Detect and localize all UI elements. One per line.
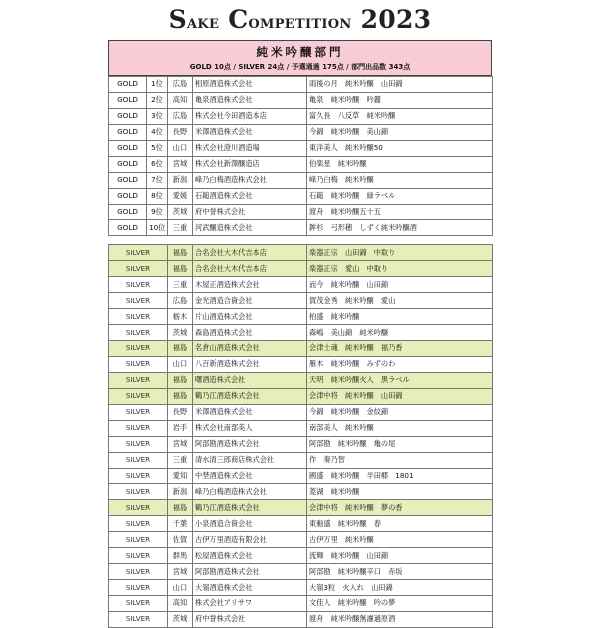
gold-row [109,140,493,156]
sake-name-cell: 渡舟 純米吟醸五十五 [307,204,493,220]
gold-row [109,204,493,220]
prefecture-cell: 岩手 [168,420,193,436]
sake-name-cell: 國盛 純米吟醸 半田郷 1801 [307,468,493,484]
brewery-cell: 株式会社今田酒造本店 [193,108,307,124]
gold-row [109,188,493,204]
brewery-cell: 合名会社大木代吉本店 [193,245,307,261]
sake-name-cell: 石鎚 純米吟醸 緑ラベル [307,188,493,204]
brewery-cell: 曙酒造株式会社 [193,372,307,388]
silver-row [109,452,493,468]
brewery-cell: 大嶺酒造株式会社 [193,580,307,596]
silver-row [109,580,493,596]
prefecture-cell: 群馬 [168,548,193,564]
award-cell: SILVER [109,564,168,580]
prefecture-cell: 福島 [168,261,193,277]
brewery-cell: 株式会社澄川酒造場 [193,140,307,156]
silver-row [109,532,493,548]
sake-name-cell: 南部美人 純米吟醸 [307,420,493,436]
title-initial-s: S [168,5,187,34]
rank-cell: 9位 [147,204,168,220]
brewery-cell: 府中誉株式会社 [193,611,307,627]
award-cell: SILVER [109,341,168,357]
prefecture-cell: 山口 [168,356,193,372]
silver-row-highlighted [109,500,493,516]
sake-name-cell: 東洋美人 純米吟醸50 [307,140,493,156]
prefecture-cell: 茨城 [168,325,193,341]
gold-row [109,172,493,188]
rank-cell: 5位 [147,140,168,156]
prefecture-cell: 宮城 [168,436,193,452]
award-cell: SILVER [109,452,168,468]
brewery-cell: 小泉酒造合資会社 [193,516,307,532]
silver-row [109,293,493,309]
page-title [0,2,600,38]
sake-name-cell: 鉾杉 弓形穂 しずく純米吟醸酒 [307,220,493,236]
sake-name-cell: 今錦 純米吟醸 美山錦 [307,124,493,140]
award-cell: SILVER [109,484,168,500]
brewery-cell: 株式会社新澤醸造店 [193,156,307,172]
gap-row [109,236,493,245]
gold-row [109,124,493,140]
award-cell: SILVER [109,372,168,388]
sake-name-cell: 而今 純米吟醸 山田錦 [307,277,493,293]
brewery-cell: 合名会社大木代吉本店 [193,261,307,277]
brewery-cell: 鶴乃江酒造株式会社 [193,388,307,404]
silver-row [109,325,493,341]
prefecture-cell: 福島 [168,341,193,357]
award-cell: GOLD [109,204,147,220]
prefecture-cell: 山口 [168,580,193,596]
gold-row [109,156,493,172]
award-cell: SILVER [109,611,168,627]
title-ake: ake [187,11,220,33]
sake-name-cell: 柏盛 純米吟醸 [307,309,493,325]
silver-row-highlighted [109,245,493,261]
prefecture-cell: 高知 [168,596,193,612]
brewery-cell: 石鎚酒造株式会社 [193,188,307,204]
sake-name-cell: 天明 純米吟醸火入 黒ラベル [307,372,493,388]
gold-rows [109,77,493,236]
prefecture-cell: 栃木 [168,309,193,325]
silver-row [109,420,493,436]
prefecture-cell: 愛知 [168,468,193,484]
prefecture-cell: 長野 [168,404,193,420]
brewery-cell: 八百新酒造株式会社 [193,356,307,372]
award-cell: SILVER [109,245,168,261]
brewery-cell: 金光酒造合資会社 [193,293,307,309]
sake-name-cell: 阿部勘 純米吟醸辛口 赤坂 [307,564,493,580]
prefecture-cell: 福島 [168,245,193,261]
results-table-wrapper [108,40,492,628]
sake-name-cell: 雨後の月 純米吟醸 山田錦 [307,77,493,93]
award-cell: GOLD [109,108,147,124]
sake-name-cell: 峰乃白梅 純米吟醸 [307,172,493,188]
sake-name-cell: 渡舟 純米吟醸無濾過原酒 [307,611,493,627]
division-header [108,40,492,76]
brewery-cell: 株式会社アリサワ [193,596,307,612]
award-cell: SILVER [109,596,168,612]
prefecture-cell: 新潟 [168,484,193,500]
award-cell: SILVER [109,420,168,436]
prefecture-cell: 福島 [168,372,193,388]
brewery-cell: 河武醸造株式会社 [193,220,307,236]
silver-row [109,277,493,293]
award-cell: SILVER [109,261,168,277]
award-cell: GOLD [109,124,147,140]
brewery-cell: 米澤酒造株式会社 [193,404,307,420]
silver-row [109,596,493,612]
award-cell: GOLD [109,156,147,172]
award-cell: GOLD [109,188,147,204]
silver-row [109,309,493,325]
brewery-cell: 峰乃白梅酒造株式会社 [193,172,307,188]
award-cell: GOLD [109,77,147,93]
sake-name-cell: 東魁盛 純米吟醸 春 [307,516,493,532]
prefecture-cell: 福島 [168,388,193,404]
gold-row [109,77,493,93]
silver-row-highlighted [109,388,493,404]
brewery-cell: 松屋酒造株式会社 [193,548,307,564]
silver-row-highlighted [109,372,493,388]
prefecture-cell: 三重 [168,220,193,236]
prefecture-cell: 広島 [168,293,193,309]
sake-name-cell: 文佳人 純米吟醸 吟の夢 [307,596,493,612]
silver-row [109,404,493,420]
silver-rows [109,245,493,628]
sake-name-cell: 楽器正宗 愛山 中取り [307,261,493,277]
brewery-cell: 古伊万里酒造有限会社 [193,532,307,548]
sake-name-cell: 亀泉 純米吟醸 吟麗 [307,92,493,108]
sake-name-cell: 雁木 純米吟醸 みずのわ [307,356,493,372]
prefecture-cell: 三重 [168,452,193,468]
rank-cell: 6位 [147,156,168,172]
brewery-cell: 片山酒造株式会社 [193,309,307,325]
brewery-cell: 森島酒造株式会社 [193,325,307,341]
award-cell: SILVER [109,468,168,484]
rank-cell: 10位 [147,220,168,236]
sake-name-cell: 会津中将 純米吟醸 山田錦 [307,388,493,404]
results-table [108,76,493,628]
brewery-cell: 木屋正酒造株式会社 [193,277,307,293]
brewery-cell: 米澤酒造株式会社 [193,124,307,140]
silver-row [109,436,493,452]
silver-row [109,564,493,580]
award-cell: SILVER [109,580,168,596]
rank-cell: 1位 [147,77,168,93]
award-cell: GOLD [109,140,147,156]
award-cell: SILVER [109,356,168,372]
award-cell: SILVER [109,532,168,548]
sake-name-cell: 富久長 八反草 純米吟醸 [307,108,493,124]
prefecture-cell: 山口 [168,140,193,156]
prefecture-cell: 茨城 [168,611,193,627]
sake-name-cell: 大嶺3粒 火入れ 山田錦 [307,580,493,596]
brewery-cell: 清水清三郎商店株式会社 [193,452,307,468]
brewery-cell: 阿部勘酒造株式会社 [193,564,307,580]
rank-cell: 4位 [147,124,168,140]
brewery-cell: 名倉山酒造株式会社 [193,341,307,357]
award-cell: SILVER [109,436,168,452]
prefecture-cell: 宮城 [168,564,193,580]
gold-row [109,108,493,124]
sake-name-cell: 会津中将 純米吟醸 夢の香 [307,500,493,516]
sake-name-cell: 今錦 純米吟醸 金紋錦 [307,404,493,420]
prefecture-cell: 広島 [168,77,193,93]
brewery-cell: 阿部勘酒造株式会社 [193,436,307,452]
brewery-cell: 亀泉酒造株式会社 [193,92,307,108]
section-gap [109,236,493,245]
prefecture-cell: 新潟 [168,172,193,188]
sake-name-cell: 阿部勘 純米吟醸 亀の尾 [307,436,493,452]
prefecture-cell: 愛媛 [168,188,193,204]
sake-name-cell: 森嶋 美山錦 純米吟醸 [307,325,493,341]
silver-row [109,484,493,500]
sake-name-cell: 会津士魂 純米吟醸 福乃香 [307,341,493,357]
rank-cell: 7位 [147,172,168,188]
award-cell: SILVER [109,325,168,341]
brewery-cell: 府中誉株式会社 [193,204,307,220]
division-summary: GOLD 10点 / SILVER 24点 / 予選通過 175点 / 部門出品数 343点 [189,63,411,71]
silver-row [109,468,493,484]
gold-row [109,92,493,108]
award-cell: SILVER [109,277,168,293]
prefecture-cell: 茨城 [168,204,193,220]
gold-row [109,220,493,236]
rank-cell: 2位 [147,92,168,108]
prefecture-cell: 宮城 [168,156,193,172]
prefecture-cell: 佐賀 [168,532,193,548]
sake-name-cell: 菱湖 純米吟醸 [307,484,493,500]
silver-row [109,548,493,564]
silver-row-highlighted [109,341,493,357]
award-cell: SILVER [109,404,168,420]
prefecture-cell: 広島 [168,108,193,124]
brewery-cell: 中埜酒造株式会社 [193,468,307,484]
title-initial-c: C [228,5,249,34]
brewery-cell: 相原酒造株式会社 [193,77,307,93]
sake-name-cell: 作 奏乃智 [307,452,493,468]
brewery-cell: 株式会社南部美人 [193,420,307,436]
brewery-cell: 鶴乃江酒造株式会社 [193,500,307,516]
sake-name-cell: 古伊万里 純米吟醸 [307,532,493,548]
rank-cell: 8位 [147,188,168,204]
division-name: 純米吟醸部門 [256,45,344,59]
sake-name-cell: 流輝 純米吟醸 山田錦 [307,548,493,564]
silver-row [109,611,493,627]
brewery-cell: 峰乃白梅酒造株式会社 [193,484,307,500]
award-cell: SILVER [109,500,168,516]
silver-row-highlighted [109,261,493,277]
award-cell: SILVER [109,516,168,532]
award-cell: SILVER [109,548,168,564]
prefecture-cell: 千葉 [168,516,193,532]
award-cell: GOLD [109,92,147,108]
sake-name-cell: 楽器正宗 山田錦 中取り [307,245,493,261]
award-cell: SILVER [109,309,168,325]
prefecture-cell: 三重 [168,277,193,293]
sake-name-cell: 賀茂金秀 純米吟醸 愛山 [307,293,493,309]
award-cell: GOLD [109,172,147,188]
prefecture-cell: 福島 [168,500,193,516]
title-year: 2023 [360,5,432,34]
prefecture-cell: 高知 [168,92,193,108]
award-cell: GOLD [109,220,147,236]
title-ompetition: ompetition [248,11,352,33]
prefecture-cell: 長野 [168,124,193,140]
award-cell: SILVER [109,388,168,404]
rank-cell: 3位 [147,108,168,124]
award-cell: SILVER [109,293,168,309]
sake-name-cell: 伯楽星 純米吟醸 [307,156,493,172]
silver-row [109,356,493,372]
silver-row [109,516,493,532]
